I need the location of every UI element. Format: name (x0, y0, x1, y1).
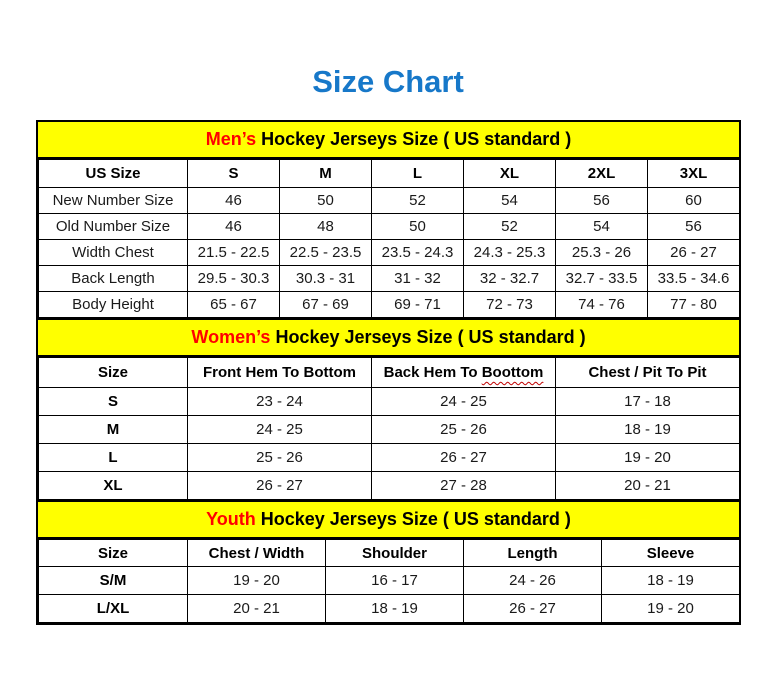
size-value-cell: 26 - 27 (188, 472, 372, 500)
row-label-cell: S (39, 388, 188, 416)
youth-section-title-accent: Youth (206, 509, 256, 529)
size-value-cell: 52 (372, 188, 464, 214)
column-header-cell: 2XL (556, 160, 648, 188)
column-header-cell: Chest / Pit To Pit (556, 358, 740, 388)
header-row (39, 160, 740, 188)
size-value-cell: 33.5 - 34.6 (648, 266, 740, 292)
size-value-cell: 77 - 80 (648, 292, 740, 318)
row-label-cell: L/XL (39, 595, 188, 623)
column-header-cell: Chest / Width (188, 540, 326, 567)
header-row (39, 358, 740, 388)
column-header-cell: S (188, 160, 280, 188)
column-header-cell: XL (464, 160, 556, 188)
women-size-section (38, 318, 739, 500)
size-value-cell: 48 (280, 214, 372, 240)
size-value-cell: 46 (188, 188, 280, 214)
size-value-cell: 21.5 - 22.5 (188, 240, 280, 266)
size-value-cell: 72 - 73 (464, 292, 556, 318)
table-row (39, 266, 740, 292)
size-value-cell: 25 - 26 (188, 444, 372, 472)
table-row (39, 595, 740, 623)
size-value-cell: 26 - 27 (372, 444, 556, 472)
men-section-title-accent: Men’s (205, 129, 257, 149)
youth-size-table (38, 539, 740, 623)
youth-size-section (38, 500, 739, 623)
size-value-cell: 19 - 20 (556, 444, 740, 472)
size-value-cell: 50 (280, 188, 372, 214)
row-label-cell: Back Length (39, 266, 188, 292)
size-value-cell: 25 - 26 (372, 416, 556, 444)
row-label-cell: Body Height (39, 292, 188, 318)
column-header-cell: US Size (39, 160, 188, 188)
misspelled-word: Boottom (481, 364, 544, 381)
column-header-cell: Back Hem To Boottom (372, 358, 556, 388)
column-header-cell: Sleeve (602, 540, 740, 567)
page-title: Size Chart (312, 64, 464, 99)
row-label-cell: New Number Size (39, 188, 188, 214)
size-value-cell: 52 (464, 214, 556, 240)
youth-section-title-rest: Hockey Jerseys Size ( US standard ) (255, 509, 571, 529)
size-value-cell: 25.3 - 26 (556, 240, 648, 266)
men-section-title (38, 122, 739, 159)
table-row (39, 567, 740, 595)
column-header-cell: Front Hem To Bottom (188, 358, 372, 388)
size-value-cell: 24 - 25 (372, 388, 556, 416)
women-section-title-accent: Women’s (191, 327, 271, 347)
table-row (39, 214, 740, 240)
header-row (39, 540, 740, 567)
size-value-cell: 26 - 27 (464, 595, 602, 623)
table-row (39, 444, 740, 472)
size-value-cell: 23.5 - 24.3 (372, 240, 464, 266)
row-label-cell: M (39, 416, 188, 444)
size-value-cell: 16 - 17 (326, 567, 464, 595)
size-value-cell: 67 - 69 (280, 292, 372, 318)
row-label-cell: S/M (39, 567, 188, 595)
size-value-cell: 56 (648, 214, 740, 240)
size-value-cell: 24 - 26 (464, 567, 602, 595)
size-value-cell: 20 - 21 (556, 472, 740, 500)
column-header-cell: Length (464, 540, 602, 567)
row-label-cell: L (39, 444, 188, 472)
size-value-cell: 32.7 - 33.5 (556, 266, 648, 292)
size-value-cell: 24.3 - 25.3 (464, 240, 556, 266)
row-label-cell: Old Number Size (39, 214, 188, 240)
column-header-cell: Size (39, 540, 188, 567)
size-value-cell: 23 - 24 (188, 388, 372, 416)
size-chart-tables (36, 120, 741, 625)
size-value-cell: 27 - 28 (372, 472, 556, 500)
table-row (39, 188, 740, 214)
size-value-cell: 31 - 32 (372, 266, 464, 292)
size-value-cell: 65 - 67 (188, 292, 280, 318)
size-value-cell: 29.5 - 30.3 (188, 266, 280, 292)
row-label-cell: XL (39, 472, 188, 500)
size-value-cell: 30.3 - 31 (280, 266, 372, 292)
column-header-cell: 3XL (648, 160, 740, 188)
column-header-cell: Shoulder (326, 540, 464, 567)
size-value-cell: 50 (372, 214, 464, 240)
women-section-title-rest: Hockey Jerseys Size ( US standard ) (270, 327, 586, 347)
women-section-title (38, 318, 739, 357)
table-row (39, 292, 740, 318)
size-value-cell: 26 - 27 (648, 240, 740, 266)
table-row (39, 416, 740, 444)
table-row (39, 388, 740, 416)
size-value-cell: 22.5 - 23.5 (280, 240, 372, 266)
size-value-cell: 19 - 20 (188, 567, 326, 595)
size-value-cell: 17 - 18 (556, 388, 740, 416)
size-value-cell: 74 - 76 (556, 292, 648, 318)
column-header-cell: Size (39, 358, 188, 388)
size-value-cell: 24 - 25 (188, 416, 372, 444)
size-value-cell: 46 (188, 214, 280, 240)
size-value-cell: 56 (556, 188, 648, 214)
table-row (39, 240, 740, 266)
size-value-cell: 18 - 19 (326, 595, 464, 623)
men-size-section (38, 122, 739, 318)
size-value-cell: 54 (464, 188, 556, 214)
men-section-title-rest: Hockey Jerseys Size ( US standard ) (256, 129, 572, 149)
size-value-cell: 20 - 21 (188, 595, 326, 623)
row-label-cell: Width Chest (39, 240, 188, 266)
size-value-cell: 18 - 19 (602, 567, 740, 595)
size-value-cell: 54 (556, 214, 648, 240)
size-value-cell: 69 - 71 (372, 292, 464, 318)
size-value-cell: 32 - 32.7 (464, 266, 556, 292)
table-row (39, 472, 740, 500)
size-value-cell: 60 (648, 188, 740, 214)
men-size-table (38, 159, 740, 318)
youth-section-title (38, 500, 739, 539)
size-value-cell: 18 - 19 (556, 416, 740, 444)
column-header-cell: L (372, 160, 464, 188)
column-header-cell: M (280, 160, 372, 188)
size-value-cell: 19 - 20 (602, 595, 740, 623)
women-size-table (38, 357, 740, 500)
